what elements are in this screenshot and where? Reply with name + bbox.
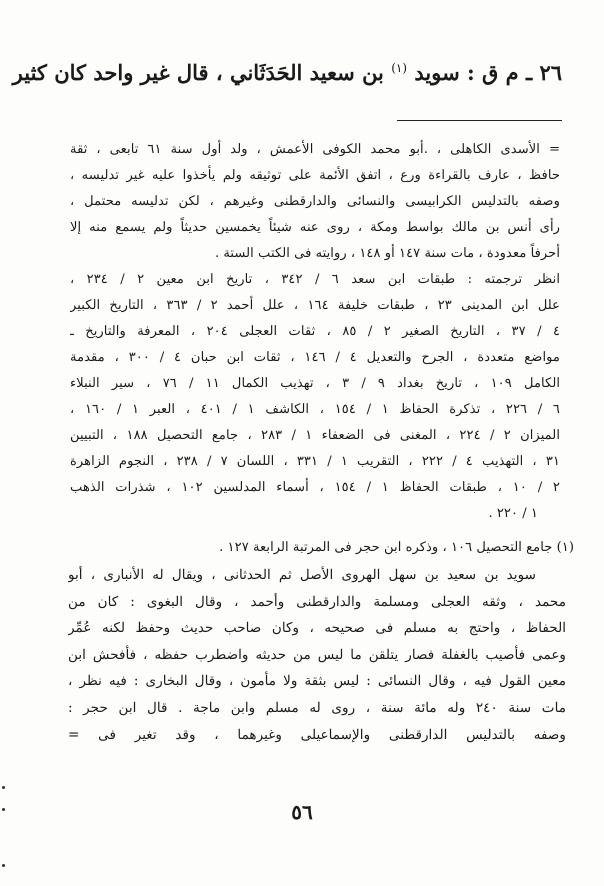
footnote-line: = الأسدى الكاهلى ، .أبو محمد الكوفى الأعمش ، ولد أول سنة ٦١ تابعى ، ثقة [70,142,560,157]
reference-line: مواضع متعددة ، الجرح والتعديل ٤ / ١٤٦ ، ثقات ابن حبان ٤ / ٣٠٠ ، مقدمة [70,350,560,365]
footnote-one [70,536,574,560]
entry-heading [12,60,562,85]
main-text-line: محمد ، وثقه العجلى ومسلمة والدارقطنى وأحمد ، وقال البغوى : كان من [68,593,566,610]
scan-speck [2,864,5,867]
entry-number: ٢٦ [539,60,562,85]
page-number: ٥٦ [291,800,313,824]
main-text-line: سويد بن سعيد بن سهل الهروى الأصل ثم الحدثانى ، ويقال له الأنبارى ، أبو [68,567,536,583]
reference-line: الكامل ١٠٩ ، تاريخ بغداد ٩ / ٣ ، تهذيب الكمال ١١ / ٧٦ ، سير النبلاء [70,376,560,391]
scan-speck [2,808,5,811]
main-text [68,562,566,748]
footnote-line: حافظ ، عارف بالقراءة ورع ، اتفق الأئمة على توثيقه ولم يأخذوا عليه غير تدليسه ، [70,168,560,183]
reference-line: ٣١ ، التهذيب ٤ / ٢٢٢ ، التقريب ١ / ٣٣١ ، اللسان ٧ / ٢٣٨ ، النجوم الزاهرة [70,454,560,469]
main-text-line: وصفه بالتدليس الدارقطنى والإسماعيلى وغيرهما ، وقد تغير فى = [68,726,566,743]
reference-line: ٦ / ٢٢٦ ، تذكرة الحفاظ ١ / ١٥٤ ، الكاشف ١ / ٤٠١ ، العبر ١ / ١٦٠ ، [70,402,560,417]
footnote-line: وصفه بالتدليس الكرابيسى والنسائى والدارقطنى وغيرهم ، لكن تدليسه محتمل ، [70,194,560,209]
footnote-separator [397,120,562,121]
entry-label: ـ م ق : سويد [414,60,533,85]
reference-line: انظر ترجمته : طبقات ابن سعد ٦ / ٣٤٢ ، تاريخ ابن معين ٢ / ٢٣٤ ، [70,272,560,287]
footnote-one-text: (١) جامع التحصيل ١٠٦ ، وذكره ابن حجر فى المرتبة الرابعة ١٢٧ . [219,540,574,555]
footnote-continuation [70,137,560,267]
reference-line: ٢ / ١٠ ، طبقات الحفاظ ١ / ١٥٤ ، أسماء المدلسين ١٠٢ ، شذرات الذهب [70,480,560,495]
references-block [70,267,560,527]
footnote-line: رأى أنس بن مالك بواسط ومكة ، روى عنه شيئاً يخمسين حديثاً ولم يسمع منه إلا [70,220,560,235]
main-text-line: الحفاظ ، واحتج به مسلم فى صحيحه ، وكان صاحب حديث وحفظ لكنه عُمِّر [68,620,566,637]
reference-line: الميزان ٢ / ٢٢٤ ، المغنى فى الضعفاء ١ / ٢٨٣ ، جامع التحصيل ١٨٨ ، التبيين [70,428,560,443]
main-text-line: معين القول فيه ، وقال النسائى : ليس بثقة ولا مأمون ، وقال البخارى : فيه نظر ، [68,673,566,690]
main-text-line: وعمى فأصيب بالغفلة فصار يتلقن ما ليس من حديثه واضطرب حفظه ، فأفحش ابن [68,646,566,663]
main-text-line: مات سنة ٢٤٠ وله مائة سنة ، روى له مسلم وابن ماجة . قال ابن حجر : [68,699,566,716]
footnote-marker: (١) [391,61,408,75]
reference-line: ١ / ٢٢٠ . [488,506,538,521]
reference-line: علل ابن المدينى ٢٣ ، طبقات خليفة ١٦٤ ، علل أحمد ٢ / ٣٦٣ ، التاريخ الكبير [70,298,560,313]
entry-heading-rest: بن سعيد الحَدَثَاني ، قال غير واحد كان كثير [12,60,384,85]
scan-speck [2,786,5,789]
footnote-line: أحرفاً معدودة ، مات سنة ١٤٧ أو ١٤٨ ، روايته فى الكتب الستة . [214,246,560,261]
reference-line: ٤ / ٣٧ ، التاريخ الصغير ٢ / ٨٥ ، ثقات العجلى ٢٠٤ ، المعرفة والتاريخ ـ [70,324,560,339]
